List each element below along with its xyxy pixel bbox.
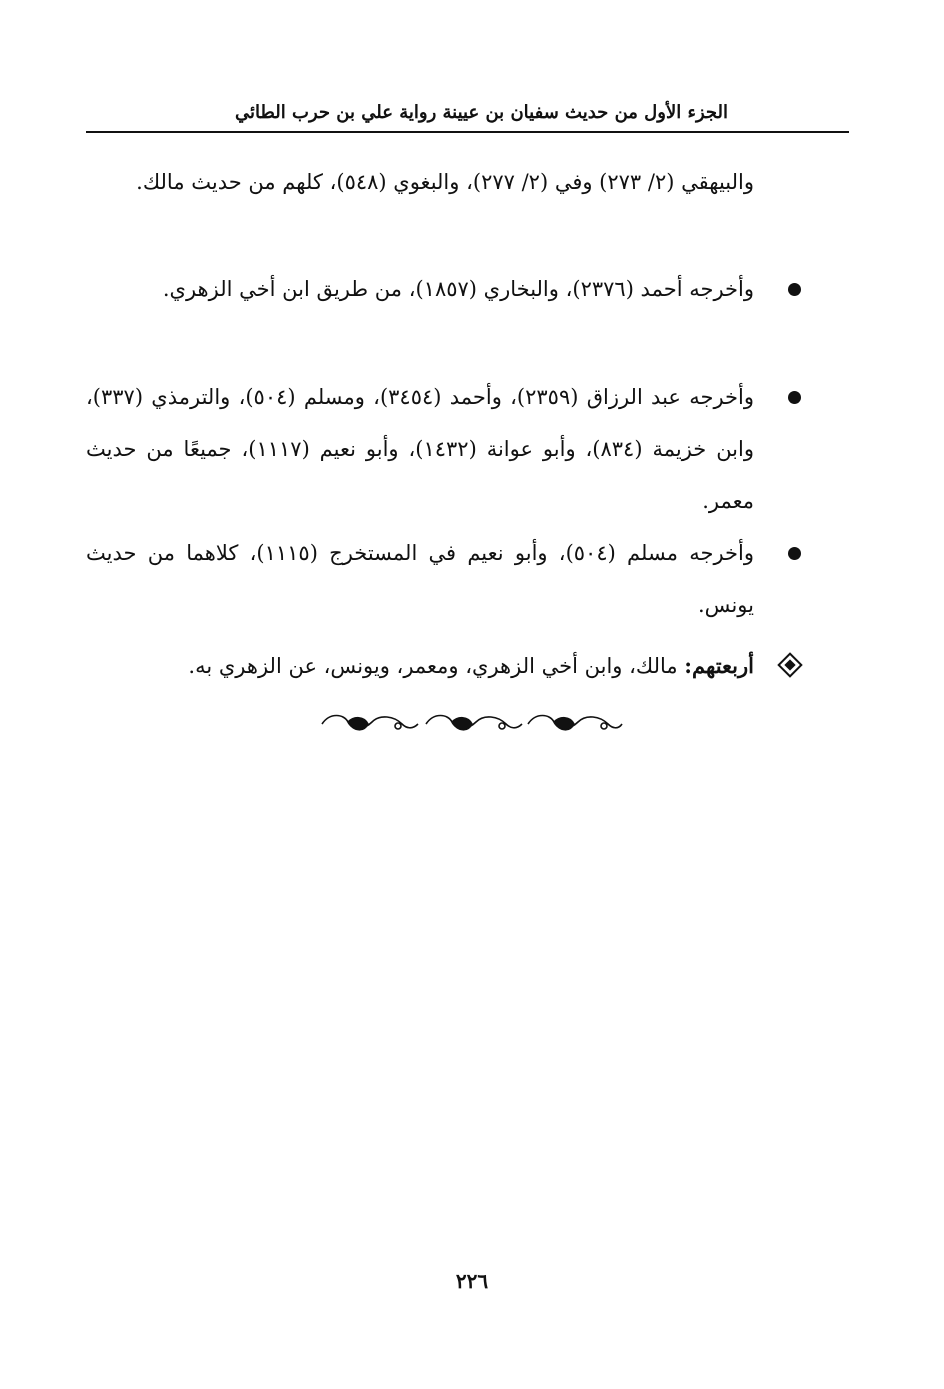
page-number: ٢٢٦ <box>455 1269 489 1293</box>
ornament-flourish-icon <box>322 716 418 730</box>
bullet-icon <box>788 547 801 560</box>
continuation-paragraph: والبيهقي (٢/ ٢٧٣) وفي (٢/ ٢٧٧)، والبغوي (٥٤٨)، كلهم من حديث مالك. <box>136 170 754 194</box>
list-item <box>86 371 801 527</box>
list-item-text: وأخرجه عبد الرزاق (٢٣٥٩)، وأحمد (٣٤٥٤)، ومسلم (٥٠٤)، والترمذي (٣٣٧)، وابن خزيمة (٨٣٤)، وأبو عوانة (١٤٣٢)، وأبو نعيم (١١١٧)، جميعًا من حديث معمر. <box>86 385 754 513</box>
bullet-icon <box>788 391 801 404</box>
list-item-text: وأخرجه مسلم (٥٠٤)، وأبو نعيم في المستخرج (١١١٥)، كلاهما من حديث يونس. <box>86 541 754 617</box>
list-item <box>86 527 801 631</box>
diamond-bullet-icon <box>777 652 802 677</box>
summary-text <box>134 640 754 692</box>
bullet-icon <box>788 283 801 296</box>
list-item-text: وأخرجه أحمد (٢٣٧٦)، والبخاري (١٨٥٧)، من طريق ابن أخي الزهري. <box>162 277 754 301</box>
summary-label: أربعتهم: <box>684 653 754 678</box>
summary-body: مالك، وابن أخي الزهري، ومعمر، ويونس، عن الزهري به. <box>188 654 685 678</box>
ornament-flourish-icon <box>528 716 622 730</box>
running-header-title: الجزء الأول من حديث سفيان بن عيينة رواية علي بن حرب الطائي <box>234 102 728 123</box>
list-item <box>86 263 801 315</box>
header-rule <box>86 131 849 133</box>
ornament-flourish-icon <box>426 716 522 730</box>
ornament-divider-icon <box>318 706 626 742</box>
